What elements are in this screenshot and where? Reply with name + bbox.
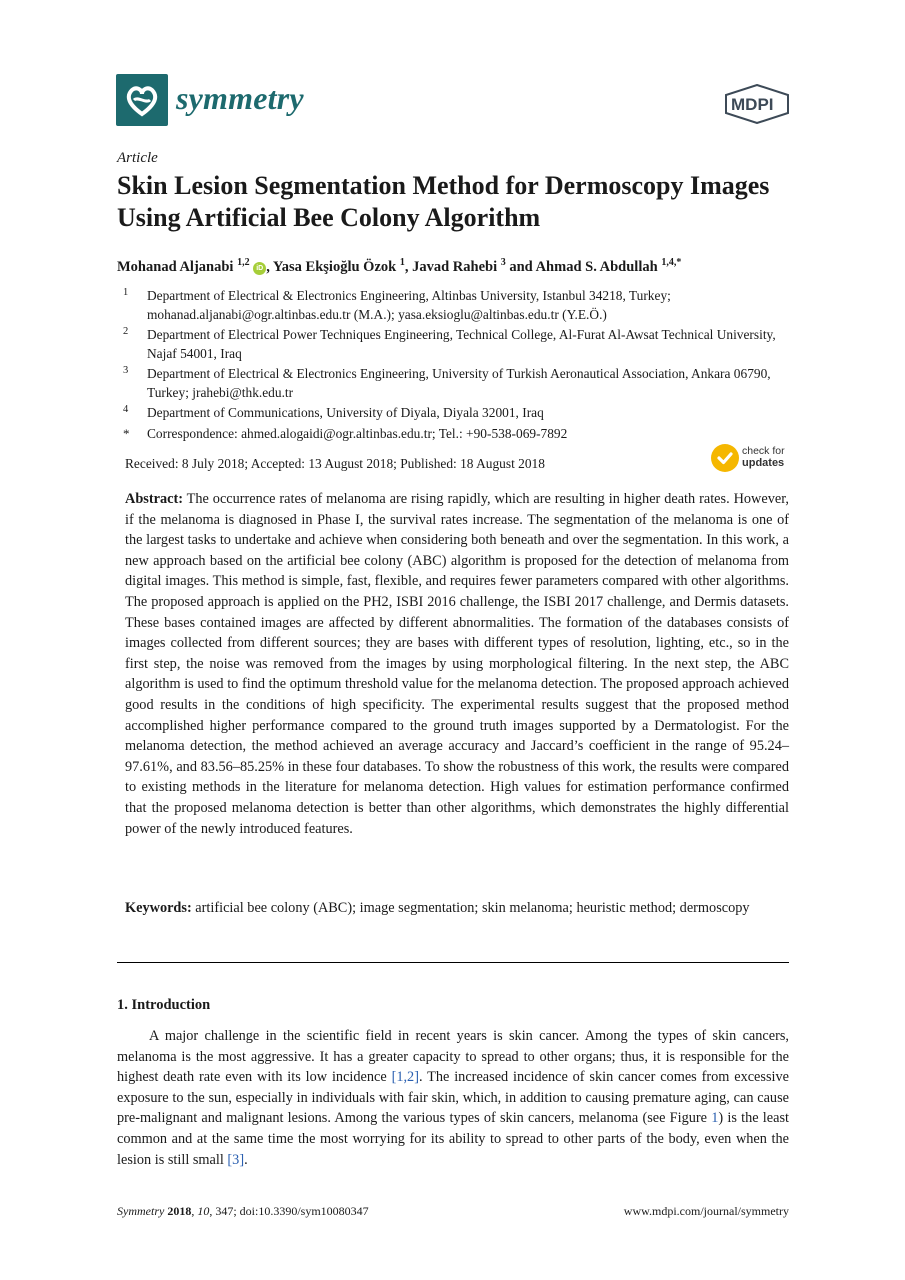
figure-link[interactable]: 1 <box>711 1110 719 1127</box>
publisher-name: MDPI <box>731 95 774 114</box>
author-list: Mohanad Aljanabi $^{1,2}$ iD , Yasa Ekşioğlu Özok $^1$, Javad Rahebi $^3$ and Ahmad S. Abdullah $^{1,4,*}$ <box>117 257 682 275</box>
author-name[interactable]: Yasa Ekşioğlu Özok <box>272 258 397 275</box>
author-affil-sup: 1,4,* <box>661 257 682 268</box>
article-type: Article <box>117 150 158 166</box>
affiliation-item: 2 Department of Electrical Power Techniques Engineering, Technical College, Al-Furat Al-Awsat Technical University, Najaf 54001, Iraq <box>123 326 776 361</box>
publication-dates: Received: 8 July 2018; Accepted: 13 August 2018; Published: 18 August 2018 <box>125 456 545 471</box>
citation-link[interactable]: [1,2] <box>391 1069 419 1086</box>
keywords-heading: Keywords: <box>125 900 192 916</box>
footer-url[interactable]: www.mdpi.com/journal/symmetry <box>623 1204 789 1218</box>
paper-title: Skin Lesion Segmentation Method for Dermoscopy Images Using Artificial Bee Colony Algorithm <box>117 171 770 232</box>
author-affil-sup: 1 <box>399 257 405 268</box>
symmetry-logo-icon <box>122 80 162 120</box>
keywords <box>125 898 789 919</box>
citation-link[interactable]: [3] <box>227 1151 245 1168</box>
affiliation-item: 1 Department of Electrical & Electronics Engineering, Altinbas University, Istanbul 34218, Turkey; mohanad.aljanabi@ogr.altinbas.edu.tr (M.A.); yasa.eksioglu@altinbas.edu.tr (Y.E.Ö.) <box>123 287 671 322</box>
author-name[interactable]: Mohanad Aljanabi <box>117 258 234 275</box>
journal-logo <box>116 74 168 126</box>
orcid-icon[interactable]: iD <box>253 262 266 275</box>
check-updates-icon <box>711 444 739 472</box>
check-for-updates-button[interactable]: check for updates <box>711 444 795 474</box>
affiliation-item: 3 Department of Electrical & Electronics Engineering, University of Turkish Aeronautical Association, Ankara 06790, Turkey; jrahebi@thk.edu.tr <box>123 365 771 400</box>
abstract <box>125 489 789 839</box>
author-name[interactable]: Ahmad S. Abdullah <box>535 258 658 275</box>
correspondence: * Correspondence: ahmed.alogaidi@ogr.altinbas.edu.tr; Tel.: +90-538-069-7892 <box>123 425 568 441</box>
section-divider <box>117 962 789 963</box>
author-affil-sup: 3 <box>500 257 506 268</box>
abstract-text: The occurrence rates of melanoma are rising rapidly, which are resulting in higher death rates. However, if the melanoma is diagnosed in Phase I, the survival rates increase. The segmentation of the melanoma is one of the largest tasks to undertake and achieve when considering both beneath and over the segmentation. In this work, a new approach based on the artificial bee colony (ABC) algorithm is proposed for the detection of melanoma from digital images. This method is simple, fast, flexible, and requires fewer parameters compared with other algorithms. The proposed approach is applied on the PH2, ISBI 2016 challenge, the ISBI 2017 challenge, and Dermis datasets. These bases contained images are affected by different abnormalities. The formation of the databases consists of images collected from different sources; they are bases with different types of resolution, lighting, etc., so in the first step, the noise was removed from the images by using morphological filtering. In the next step, the ABC algorithm is used to find the optimum threshold value for the melanoma detection. The proposed approach achieved good results in the conditions of high specificity. The experimental results suggest that the proposed method accomplished higher performance compared to the ground truth images supported by a Dermatologist. For the melanoma detection, the method achieved an average accuracy and Jaccard’s coefficient in the range of 95.24–97.61%, and 83.56–85.25% in these four databases. To show the robustness of this work, the results were compared to existing methods in the literature for melanoma detection. High values for estimation performance confirmed that the proposed melanoma detection is better than other algorithms, which demonstrates the highly differential power of the newly introduced features. <box>125 491 789 837</box>
affiliation-item: 4 Department of Communications, University of Diyala, Diyala 32001, Iraq <box>123 404 544 420</box>
affiliations <box>117 287 807 443</box>
keywords-text: artificial bee colony (ABC); image segmentation; skin melanoma; heuristic method; dermoscopy <box>195 900 750 916</box>
abstract-heading: Abstract: <box>125 491 183 507</box>
author-affil-sup: 1,2 <box>237 257 250 268</box>
author-name[interactable]: Javad Rahebi <box>412 258 498 275</box>
intro-paragraph: A major challenge in the scientific field in recent years is skin cancer. Among the types of skin cancers, melanoma is the most aggressive. It has a greater capacity to spread to other organs; thus, it is responsible for the highest death rate even with its low incidence [1,2]. The increased incidence of skin cancer comes from excessive exposure to the sun, especially in individuals with fair skin, which, in addition to causing premature aging, can cause pre-malignant and malignant lesions. Among the various types of skin cancers, melanoma (see Figure 1) is the least common and at the same time the most worrying for its ability to spread to other parts of the body, even when the lesion is still small [3]. <box>117 1028 790 1168</box>
section-heading: 1. Introduction <box>117 997 211 1013</box>
footer-citation: Symmetry 2018, 10, 347; doi:10.3390/sym10080347 <box>117 1204 369 1218</box>
journal-name: symmetry <box>176 80 304 116</box>
